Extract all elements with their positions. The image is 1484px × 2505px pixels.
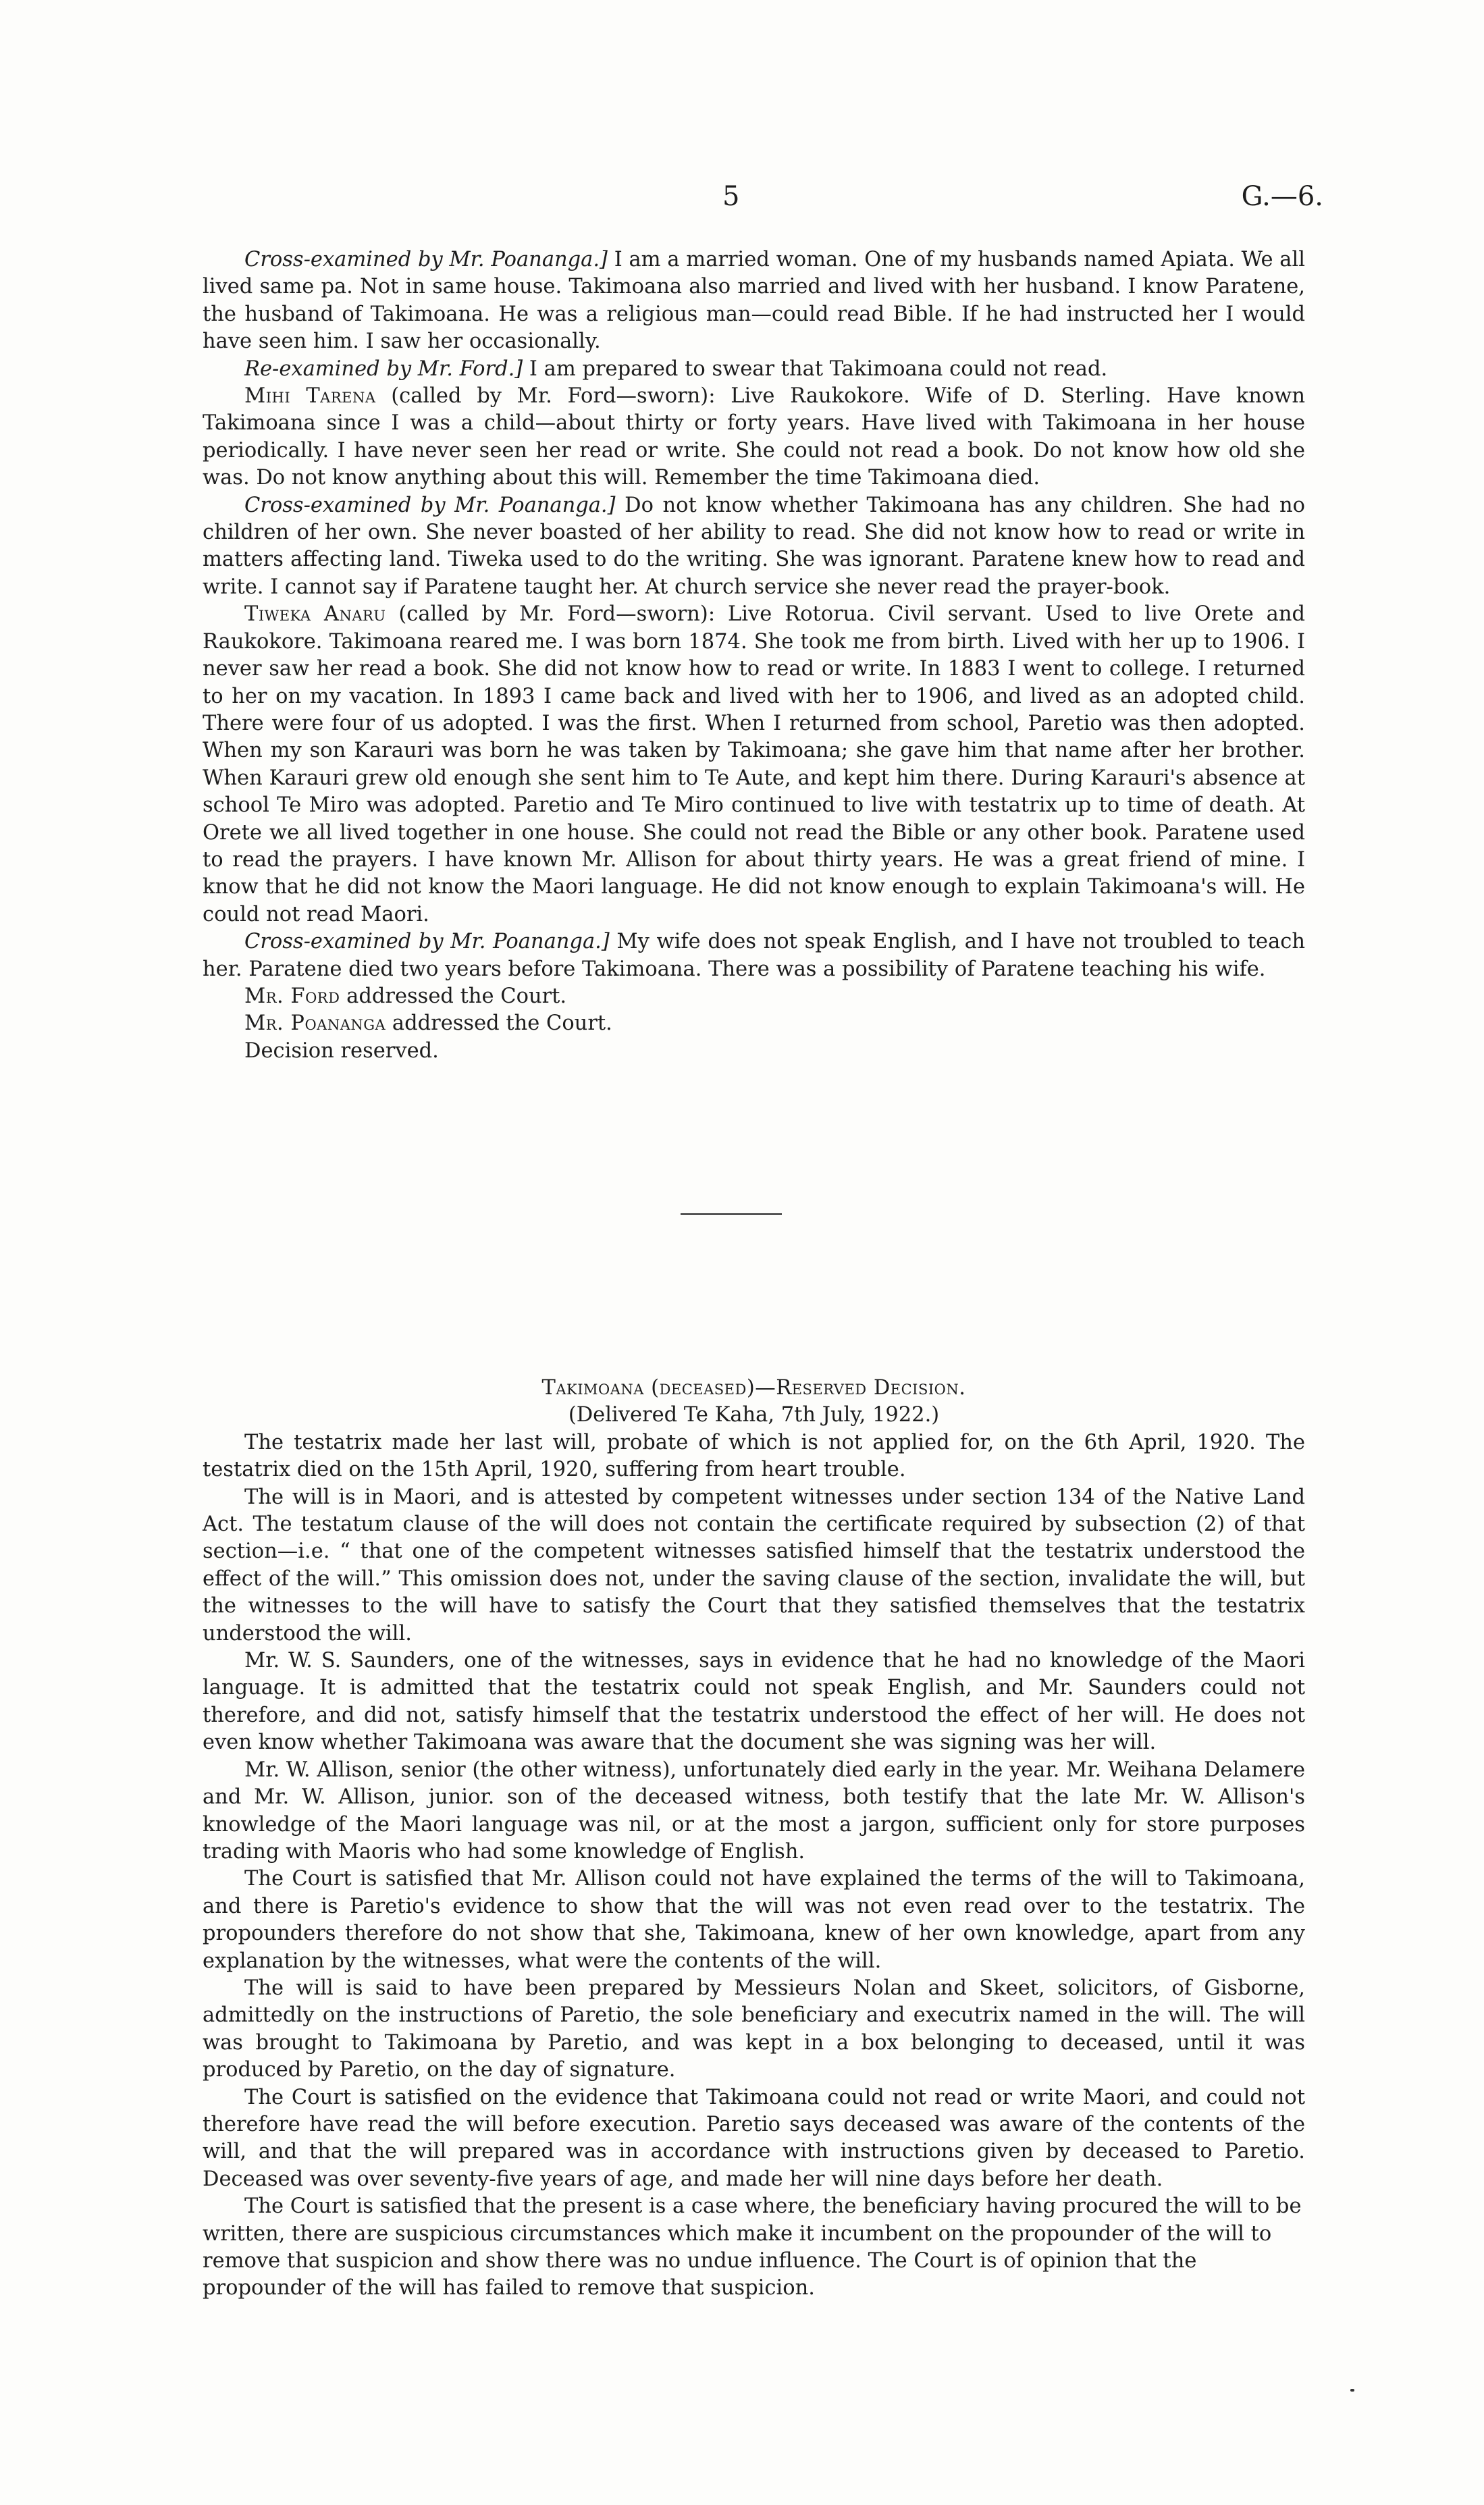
testimony-text: Decision reserved.: [244, 1038, 439, 1063]
testimony-text: addressed the Court.: [340, 984, 567, 1008]
examination-heading: Cross-examined by Mr. Poananga.]: [244, 248, 608, 271]
counsel-name: Mr. Poananga: [244, 1011, 386, 1036]
decision-paragraph: The Court is satisfied that Mr. Allison could not have explained the terms of the will to Takimoana, and there is Paretio's evidence to show that the will was not even read over to the testatrix. The propounders therefore do not show that she, Takimoana, knew of her own knowledge, apart from any explanation by the witnesses, what were the contents of the will.: [203, 1867, 1305, 1973]
examination-heading: Cross-examined by Mr. Poananga.]: [244, 930, 610, 954]
witness-name: Mihi Tarena: [244, 384, 376, 408]
testimony-text: Do not know whether Takimoana has any children. She had no children of her own. She never boasted of her ability to read. She did not know how to read or write in matters affecting land. Tiweka used to do the writing. She was ignorant. Paratene knew how to read and write. I cannot say if Paratene taught her. At church service she never read the prayer-book.: [203, 493, 1305, 599]
testimony-text: I am a married woman. One of my husbands named Apiata. We all lived same pa. Not in same house. Takimoana also married and lived with her husband. I know Paratene, the husband of Takimoana. He was a religious man—could read Bible. If he had instructed her I would have seen him. I saw her occasionally.: [203, 248, 1305, 354]
testimony-paragraph: [203, 601, 1305, 928]
witness-name: Tiweka Anaru: [244, 602, 386, 627]
examination-heading: Cross-examined by Mr. Poananga.]: [244, 493, 616, 517]
examination-heading: Re-examined by Mr. Ford.]: [244, 357, 523, 381]
testimony-section: [203, 246, 1305, 1065]
testimony-text: My wife does not speak English, and I have not troubled to teach her. Paratene died two years before Takimoana. There was a possibility of Paratene teaching his wife.: [203, 930, 1305, 981]
decision-section: [203, 1375, 1305, 2302]
testimony-paragraph: [203, 246, 1305, 356]
section-divider: [681, 1213, 782, 1215]
decision-paragraph: The will is in Maori, and is attested by competent witnesses under section 134 of the Native Land Act. The testatum clause of the will does not contain the certificate required by subsection (2) of that section—i.e. “ that one of the competent witnesses satisfied himself that the testatrix understood the effect of the will.” This omission does not, under the saving clause of the section, invalidate the will, but the witnesses to the will have to satisfy the Court that they satisfied themselves that the testatrix understood the will.: [203, 1485, 1305, 1645]
decision-title-rest: (deceased)—Reserved Decision.: [643, 1376, 966, 1400]
testimony-text: (called by Mr. Ford—sworn): Live Rotorua. Civil servant. Used to live Orete and Raukokore. Takimoana reared me. I was born 1874. She took me from birth. Lived with her up to 1906. I never saw her read a book. She did not know how to read or write. In 1883 I went to college. I returned to her on my vacation. In 1893 I came back and lived with her to 1906, and lived as an adopted child. There were four of us adopted. I was the first. When I returned from school, Paretio was then adopted. When my son Karauri was born he was taken by Takimoana; she gave him that name after her brother. When Karauri grew old enough she sent him to Te Aute, and kept him there. During Karauri's absence at school Te Miro was adopted. Paretio and Te Miro continued to live with testatrix up to time of death. At Orete we all lived together in one house. She could not read the Bible or any other book. Paratene used to read the prayers. I have known Mr. Allison for about thirty years. He was a great friend of mine. I know that he did not know the Maori language. He did not know enough to explain Takimoana's will. He could not read Maori.: [203, 602, 1305, 926]
testimony-paragraph: [203, 928, 1305, 983]
testimony-paragraph: [203, 383, 1305, 492]
decision-paragraph: The testatrix made her last will, probate of which is not applied for, on the 6th April, 1920. The testatrix died on the 15th April, 1920, suffering from heart trouble.: [203, 1430, 1305, 1482]
page-number: 5: [722, 181, 740, 212]
decision-title: [203, 1375, 1305, 1402]
testimony-paragraph: [203, 356, 1305, 383]
testimony-text: (called by Mr. Ford—sworn): Live Raukokore. Wife of D. Sterling. Have known Takimoana since I was a child—about thirty or forty years. Have lived with Takimoana in her house periodically. I have never seen her read or write. She could not read a book. Do not know how old she was. Do not know anything about this will. Remember the time Takimoana died.: [203, 384, 1305, 490]
testimony-paragraph: [203, 1038, 1305, 1065]
counsel-name: Mr. Ford: [244, 984, 340, 1008]
testimony-paragraph: [203, 1010, 1305, 1037]
testimony-paragraph: [203, 492, 1305, 602]
decision-paragraph: The will is said to have been prepared by Messieurs Nolan and Skeet, solicitors, of Gisborne, admittedly on the instructions of Paretio, the sole beneficiary and executrix named in the will. The will was brought to Takimoana by Paretio, and was kept in a box belonging to deceased, until it was produced by Paretio, on the day of signature.: [203, 1976, 1305, 2082]
decision-subtitle: (Delivered Te Kaha, 7th July, 1922.): [568, 1403, 940, 1427]
testimony-paragraph: [203, 983, 1305, 1010]
decision-paragraph: The Court is satisfied on the evidence that Takimoana could not read or write Maori, and could not therefore have read the will before execution. Paretio says deceased was aware of the contents of the will, and that the will prepared was in accordance with instructions given by deceased to Paretio. Deceased was over seventy-five years of age, and made her will nine days before her death.: [203, 2085, 1305, 2191]
document-code: G.—6.: [1241, 181, 1323, 212]
testimony-text: addressed the Court.: [386, 1011, 612, 1036]
testimony-text: I am prepared to swear that Takimoana could not read.: [523, 357, 1108, 381]
scan-speck: [1350, 2389, 1354, 2392]
decision-title-name: Takimoana: [541, 1376, 644, 1400]
page-header: [0, 181, 1484, 221]
decision-paragraph: Mr. W. Allison, senior (the other witness), unfortunately died early in the year. Mr. Weihana Delamere and Mr. W. Allison, junior. son of the deceased witness, both testify that the late Mr. W. Allison's knowledge of the Maori language was nil, or at the most a jargon, sufficient only for store purposes trading with Maoris who had some knowledge of English.: [203, 1758, 1305, 1864]
decision-paragraph: The Court is satisfied that the present is a case where, the beneficiary having procured the will to be written, there are suspicious circumstances which make it incumbent on the propounder of the will to remove that suspicion and show there was no undue influence. The Court is of opinion that the propounder of the will has failed to remove that suspicion.: [203, 2194, 1302, 2300]
decision-paragraph: Mr. W. S. Saunders, one of the witnesses, says in evidence that he had no knowledge of the Maori language. It is admitted that the testatrix could not speak English, and Mr. Saunders could not therefore, and did not, satisfy himself that the testatrix understood the effect of her will. He does not even know whether Takimoana was aware that the document she was signing was her will.: [203, 1649, 1305, 1755]
